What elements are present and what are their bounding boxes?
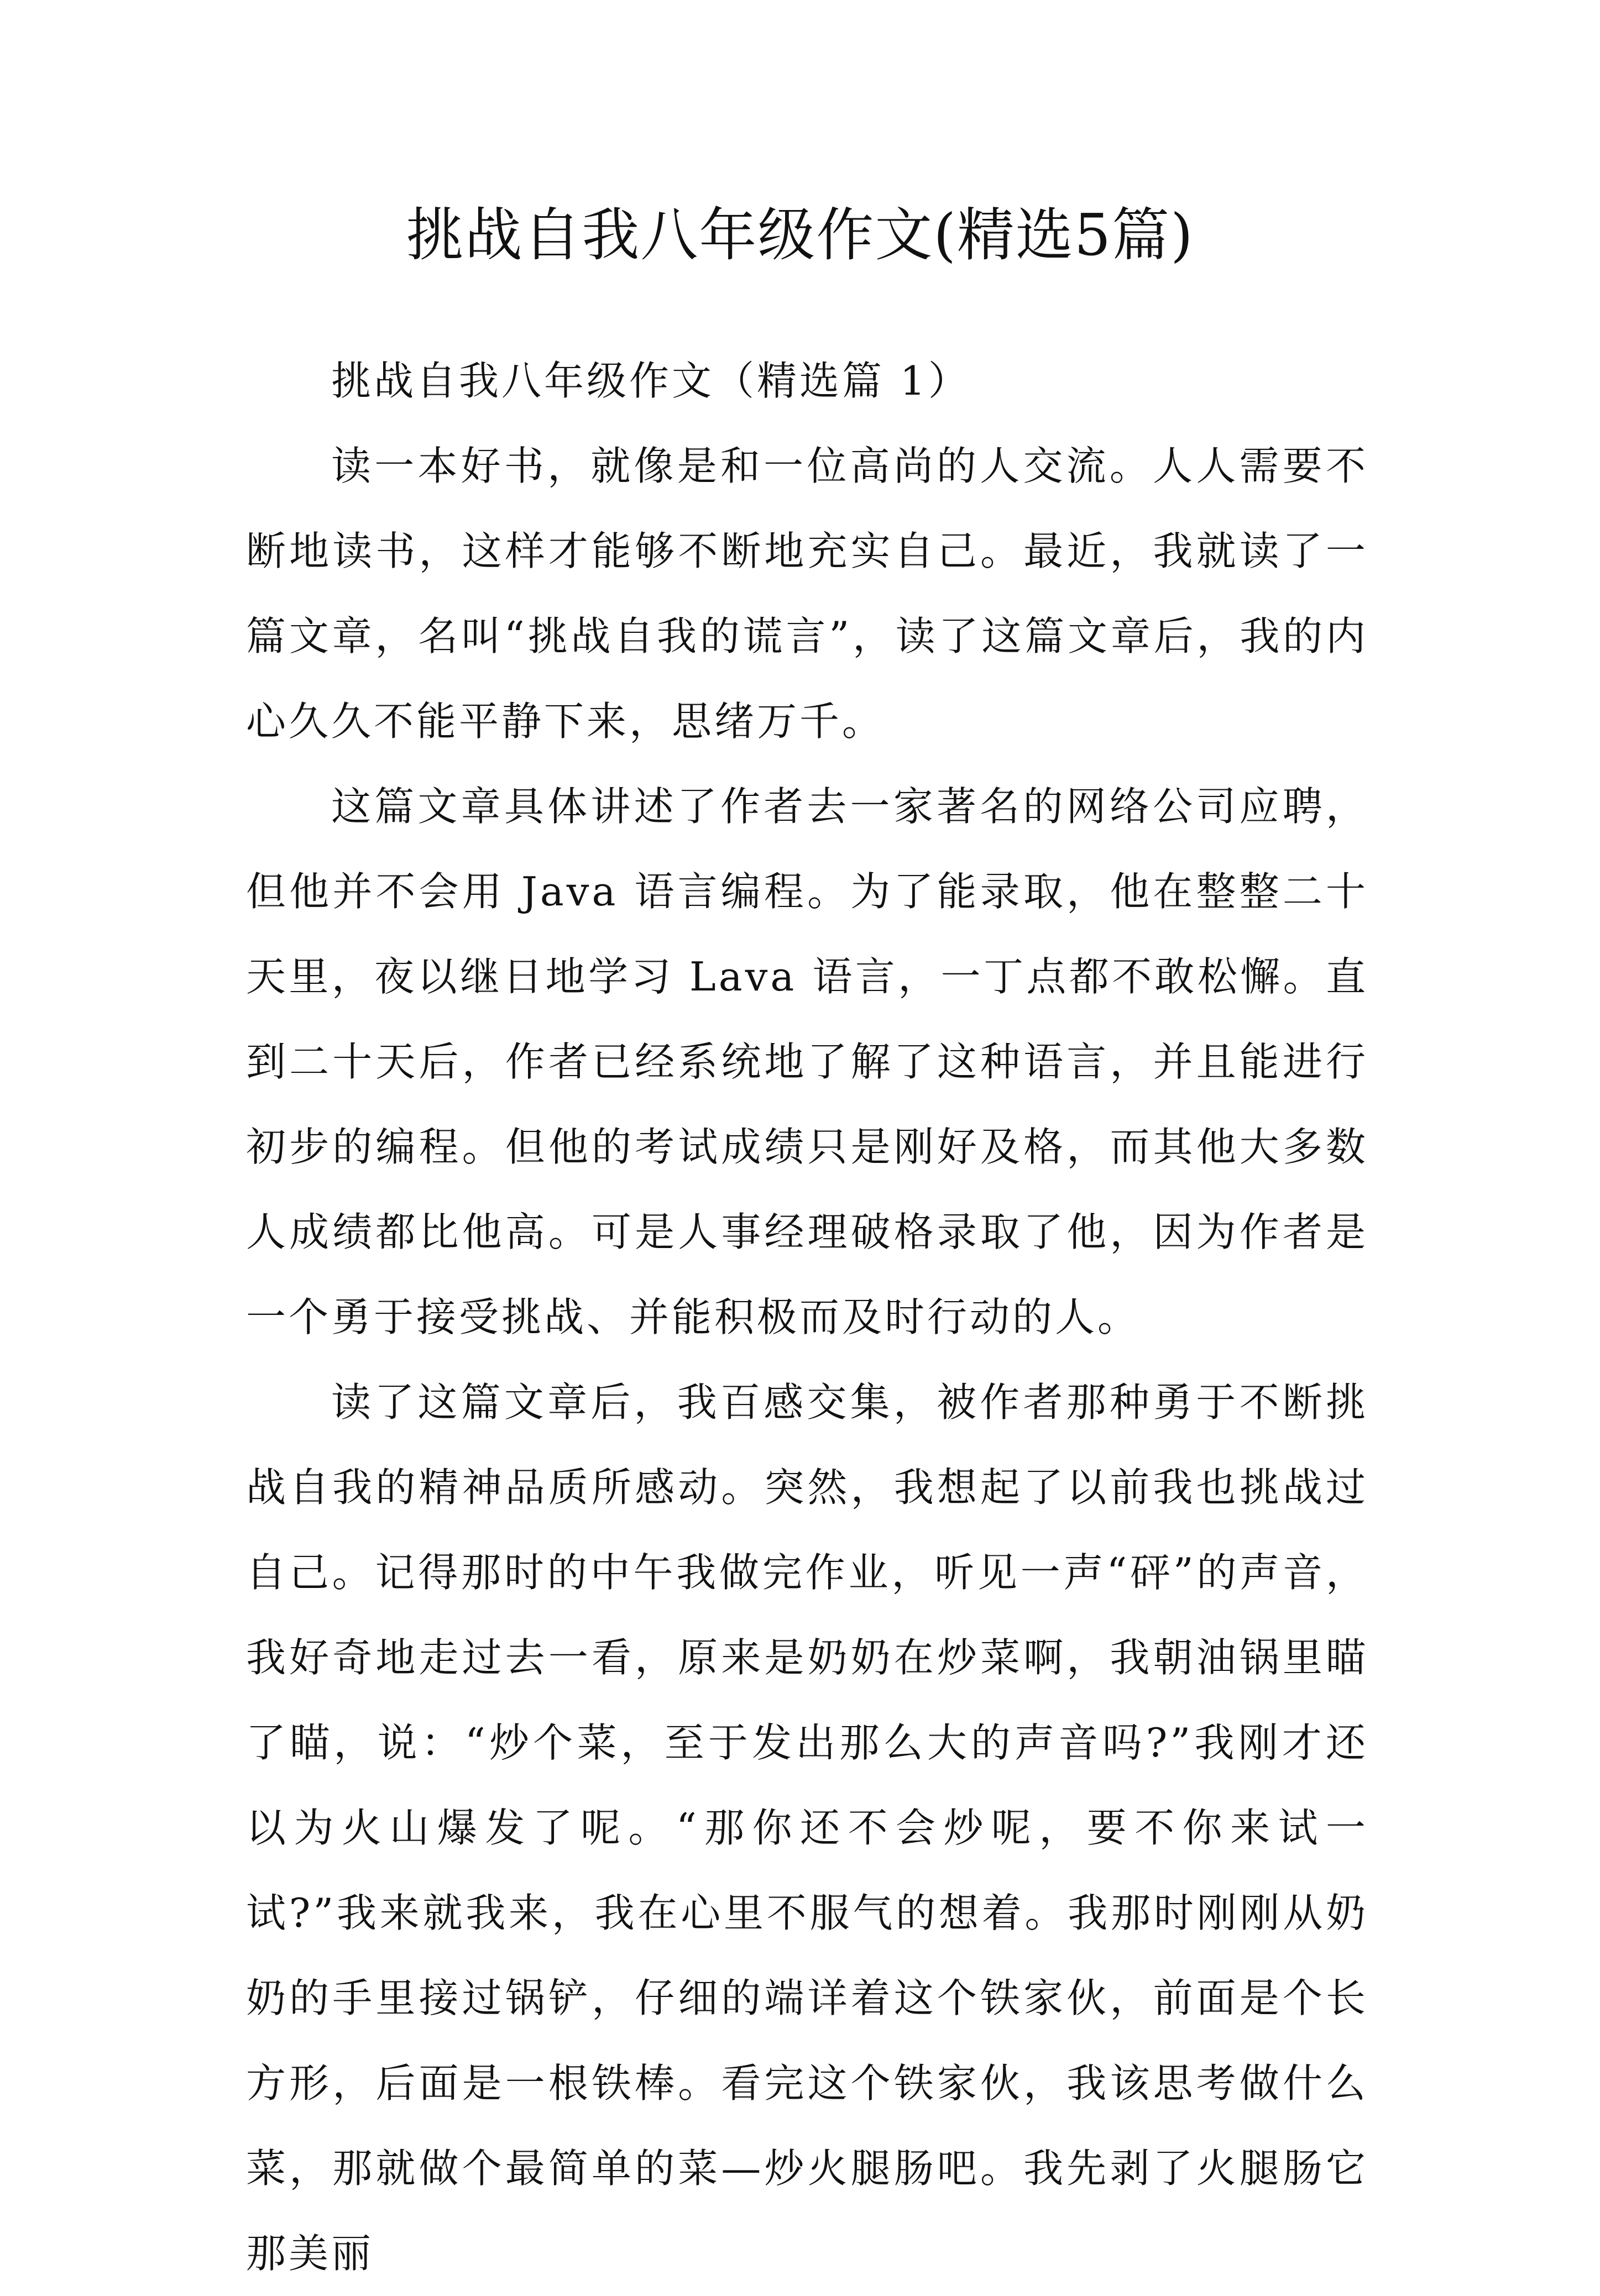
paragraph-1: 读一本好书，就像是和一位高尚的人交流。人人需要不断地读书，这样才能够不断地充实自己。最近，我就读了一篇文章，名叫“挑战自我的谎言”，读了这篇文章后，我的内心久久不能平静下来，思绪万千。 xyxy=(246,443,1368,745)
paragraph-3: 读了这篇文章后，我百感交集，被作者那种勇于不断挑战自我的精神品质所感动。突然，我想起了以前我也挑战过自己。记得那时的中午我做完作业，听见一声“砰”的声音，我好奇地走过去一看，原来是奶奶在炒菜啊，我朝油锅里瞄了瞄，说：“炒个菜，至于发出那么大的声音吗?”我刚才还以为火山爆发了呢。“那你还不会炒呢，要不你来试一试?”我来就我来，我在心里不服气的想着。我那时刚刚从奶奶的手里接过锅铲，仔细的端详着这个铁家伙，前面是个长方形，后面是一根铁棒。看完这个铁家伙，我该思考做什么菜，那就做个最简单的菜—炒火腿肠吧。我先剥了火腿肠它那美丽 xyxy=(246,1379,1368,2277)
document-body xyxy=(246,338,1368,2296)
document-title: 挑战自我八年级作文(精选5篇) xyxy=(406,201,1194,269)
paragraph-2: 这篇文章具体讲述了作者去一家著名的网络公司应聘，但他并不会用 Java 语言编程。为了能录取，他在整整二十天里，夜以继日地学习 Lava 语言，一丁点都不敢松懈。直到二十天后，作者已经系统地了解了这种语言，并且能进行初步的编程。但他的考试成绩只是刚好及格，而其他大多数人成绩都比他高。可是人事经理破格录取了他，因为作者是一个勇于接受挑战、并能积极而及时行动的人。 xyxy=(246,783,1368,1340)
section-heading: 挑战自我八年级作文（精选篇 1） xyxy=(331,358,971,404)
